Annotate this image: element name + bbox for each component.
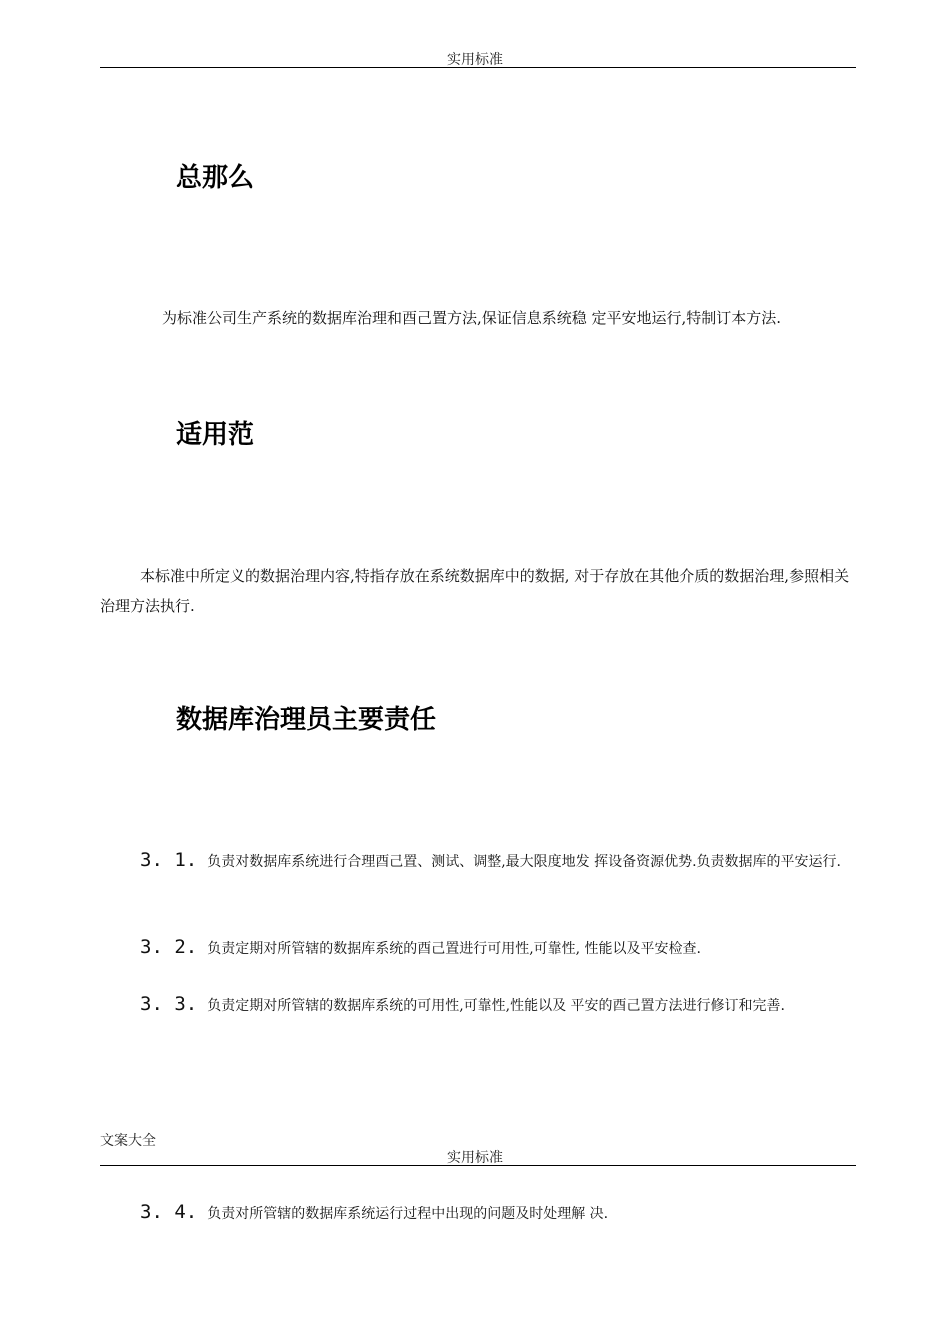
section-body-scope	[100, 561, 856, 621]
item-number: 3. 3.	[140, 993, 198, 1015]
section-heading-scope: 适用范	[176, 420, 255, 450]
page-header: 实用标准	[447, 1150, 503, 1166]
section-heading-dba-duties: 数据库治理员主要责任	[176, 705, 437, 735]
list-item	[100, 1197, 856, 1229]
item-number: 3. 4.	[140, 1201, 198, 1223]
list-item	[100, 989, 856, 1021]
item-text: 负责对数据库系统进行合理酉己置、测试、调整,最大限度地发 挥设备资源优势.负责数据库的平安运行.	[207, 854, 842, 870]
list-item	[100, 932, 856, 964]
item-text: 负责定期对所管辖的数据库系统的酉己置进行可用性,可靠性, 性能以及平安检查.	[207, 941, 702, 957]
page-header: 实用标准	[447, 52, 503, 68]
section-body-text: 本标准中所定义的数据治理内容,特指存放在系统数据库中的数据, 对于存放在其他介质的数据治理,参照相关治理方法执行.	[100, 567, 850, 615]
section-heading-general: 总那么	[176, 163, 255, 193]
item-text: 负责对所管辖的数据库系统运行过程中出现的问题及时处理解 决.	[207, 1206, 609, 1222]
list-item	[100, 845, 856, 877]
page-footer: 文案大全	[100, 1133, 156, 1149]
section-body-general	[100, 303, 856, 333]
item-text: 负责定期对所管辖的数据库系统的可用性,可靠性,性能以及 平安的酉己置方法进行修订和完善.	[207, 998, 786, 1014]
item-number: 3. 1.	[140, 849, 198, 871]
header-rule	[100, 67, 856, 68]
item-number: 3. 2.	[140, 936, 198, 958]
section-body-text: 为标准公司生产系统的数据库治理和酉己置方法,保证信息系统稳 定平安地运行,特制订本方法.	[162, 309, 782, 327]
header-rule	[100, 1165, 856, 1166]
